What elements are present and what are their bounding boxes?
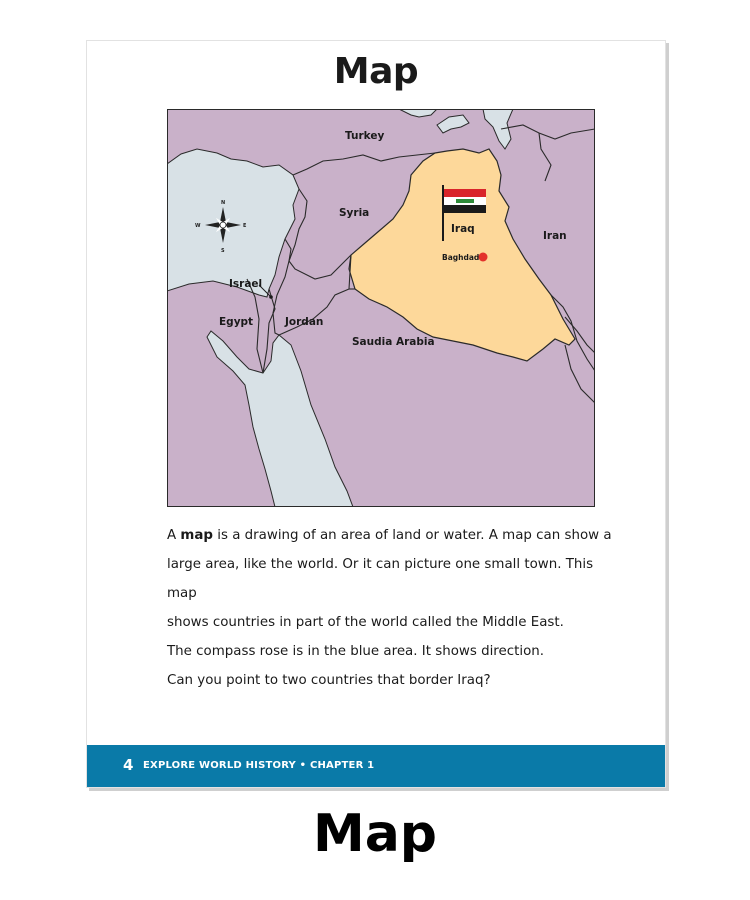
text-line-1: A map is a drawing of an area of land or water. A map can show a <box>167 528 612 543</box>
label-syria: Syria <box>339 207 370 219</box>
label-saudi-arabia: Saudia Arabia <box>352 336 435 348</box>
text-line-3: shows countries in part of the world called the Middle East. <box>167 615 564 630</box>
baghdad-city-dot <box>479 253 488 262</box>
label-iraq: Iraq <box>451 223 475 235</box>
label-egypt: Egypt <box>219 316 254 328</box>
text-line-4: The compass rose is in the blue area. It shows direction. <box>167 644 545 659</box>
compass-west-label: W <box>195 223 201 229</box>
compass-north-label: N <box>221 200 226 206</box>
body-text <box>167 521 617 695</box>
label-israel: Israel <box>229 278 263 290</box>
book-page <box>86 40 666 788</box>
compass-south-label: S <box>221 248 225 254</box>
label-iran: Iran <box>543 230 567 242</box>
caption-title: Map <box>312 804 438 864</box>
israel-pointer-dot <box>269 295 273 299</box>
page-title: Map <box>333 51 419 92</box>
label-baghdad: Baghdad <box>442 253 480 262</box>
label-turkey: Turkey <box>345 130 385 142</box>
middle-east-map <box>167 109 595 507</box>
page-footer <box>87 745 665 787</box>
page-number: 4 <box>123 756 134 774</box>
text-line-2: large area, like the world. Or it can picture one small town. This map <box>167 557 594 601</box>
text-line-5: Can you point to two countries that border Iraq? <box>167 673 491 688</box>
compass-east-label: E <box>243 223 247 229</box>
footer-chapter-label: EXPLORE WORLD HISTORY • CHAPTER 1 <box>143 760 375 771</box>
label-jordan: Jordan <box>285 316 324 328</box>
bold-term-map: map <box>180 528 213 543</box>
